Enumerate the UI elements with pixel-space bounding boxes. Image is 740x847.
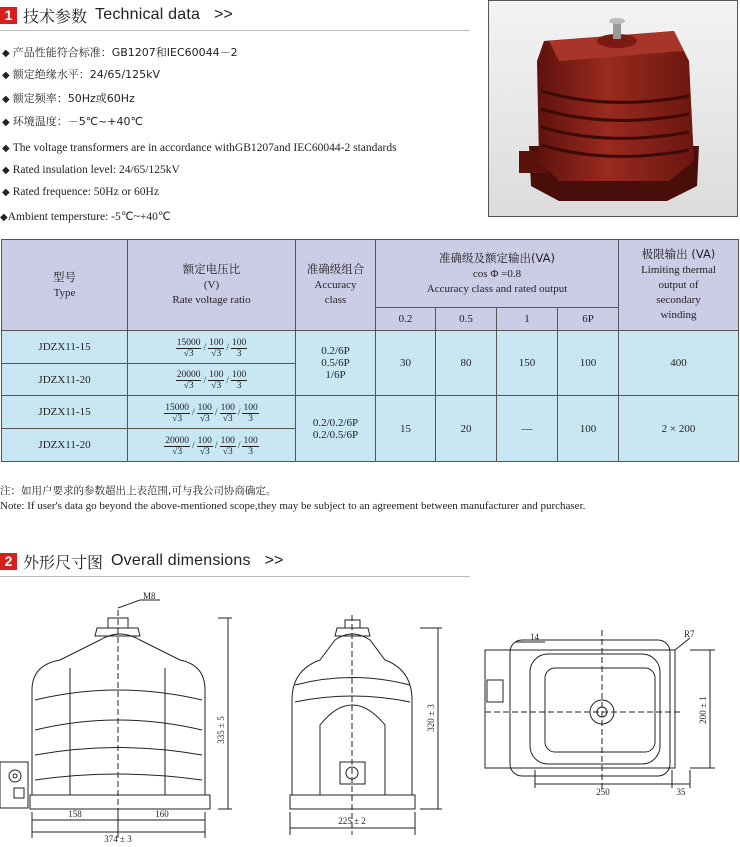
cell-ratio: 15000 √3 / 100 √3 / 100 3: [128, 331, 296, 364]
subheader-class: 0.2: [376, 308, 436, 331]
cell-accuracy-combination: 0.2/6P 0.5/6P 1/6P: [296, 331, 376, 396]
cell-value: 100: [558, 331, 619, 396]
section-divider: [0, 576, 470, 577]
subheader-class: 1: [497, 308, 558, 331]
spec-item: ◆ Rated frequence: 50Hz or 60Hz: [2, 186, 159, 198]
dim-top-height: 200 ± 1: [698, 696, 708, 724]
subheader-class: 0.5: [436, 308, 497, 331]
header-accuracy-output: 准确级及额定输出(VA) cos Φ =0.8 Accuracy class and rated output: [376, 240, 619, 308]
header-type: 型号 Type: [2, 240, 128, 331]
top-view-drawing: [485, 630, 715, 790]
spec-item: ◆ 额定频率：50Hz或60Hz: [2, 92, 135, 105]
bullet-icon: ◆: [2, 48, 10, 59]
section-header-overall-dimensions: [0, 550, 283, 572]
cell-ratio: 20000 √3 / 100 √3 / 100 √3 / 100 3: [128, 429, 296, 462]
bullet-icon: ◆: [2, 70, 10, 81]
bullet-icon: ◆: [2, 117, 10, 128]
cell-accuracy-combination: 0.2/0.2/6P 0.2/0.5/6P: [296, 396, 376, 462]
spec-item: ◆ 额定绝缘水平：24/65/125kV: [2, 68, 160, 81]
spec-item: ◆Ambient tempersture: -5℃~+40℃: [0, 211, 171, 223]
dimension-drawings: [0, 590, 740, 847]
side-view-drawing: [290, 615, 442, 835]
section-header-technical-data: [0, 4, 233, 26]
cell-ratio: 20000 √3 / 100 √3 / 100 3: [128, 364, 296, 396]
front-view-drawing: [0, 600, 232, 838]
bullet-icon: ◆: [0, 212, 8, 223]
spec-item: ◆ 产品性能符合标准：GB1207和IEC60044－2: [2, 46, 238, 59]
bullet-icon: ◆: [2, 187, 10, 198]
cell-value: —: [497, 396, 558, 462]
cell-ratio: 15000 √3 / 100 √3 / 100 √3 / 100 3: [128, 396, 296, 429]
spec-item: ◆ Rated insulation level: 24/65/125kV: [2, 164, 180, 176]
dim-front-width: 374 ± 3: [104, 834, 132, 844]
bullet-icon: ◆: [2, 165, 10, 176]
dim-side-width: 225 ± 2: [338, 816, 366, 826]
section-arrow: >>: [264, 552, 284, 569]
cell-value: 150: [497, 331, 558, 396]
section-number-badge: 1: [0, 7, 17, 24]
dim-front-w2: 160: [155, 809, 169, 819]
cell-type: JDZX11-15: [2, 396, 128, 429]
dim-top-width: 250: [596, 787, 610, 797]
header-accuracy-combination: 准确级组合 Accuracy class: [296, 240, 376, 331]
transformer-illustration: [489, 1, 737, 216]
bullet-icon: ◆: [2, 143, 10, 154]
dim-m8: M8: [143, 591, 156, 601]
cell-value: 100: [558, 396, 619, 462]
cell-limiting-output: 2 × 200: [619, 396, 739, 462]
spec-item: ◆ The voltage transformers are in accordance withGB1207and IEC60044-2 standards: [2, 142, 397, 154]
section-number-badge: 2: [0, 553, 17, 570]
cell-value: 15: [376, 396, 436, 462]
section-divider: [0, 30, 470, 31]
header-voltage-ratio: 额定电压比 (V) Rate voltage ratio: [128, 240, 296, 331]
spec-item: ◆ 环境温度：－5℃~+40℃: [2, 115, 143, 128]
bullet-icon: ◆: [2, 94, 10, 105]
dim-front-height: 335 ± 5: [216, 716, 226, 744]
dim-top-14: 14: [530, 632, 539, 642]
dim-side-height: 320 ± 3: [426, 704, 436, 732]
cell-limiting-output: 400: [619, 331, 739, 396]
technical-data-table: [1, 239, 739, 462]
section-title-en: Technical data: [95, 6, 201, 23]
cell-value: 30: [376, 331, 436, 396]
cell-value: 20: [436, 396, 497, 462]
cell-type: JDZX11-15: [2, 331, 128, 364]
header-limiting-output: 极限输出 (VA) Limiting thermal output of secondary winding: [619, 240, 739, 331]
section-arrow: >>: [214, 6, 233, 23]
cell-type: JDZX11-20: [2, 429, 128, 462]
dim-top-r7: R7: [684, 629, 695, 639]
section-title-en: Overall dimensions: [111, 552, 251, 569]
dim-top-35: 35: [676, 787, 686, 797]
product-photo: [488, 0, 738, 217]
cell-value: 80: [436, 331, 497, 396]
section-title-cn: 技术参数: [23, 6, 88, 26]
note-en: Note: If user's data go beyond the above-mentioned scope,they may be subject to an agreement between manufacturer and purchaser.: [0, 500, 586, 512]
subheader-class: 6P: [558, 308, 619, 331]
section-title-cn: 外形尺寸图: [23, 552, 104, 572]
note-cn: 注：如用户要求的参数超出上表范围,可与我公司协商确定。: [0, 485, 277, 497]
dim-front-w1: 158: [68, 809, 82, 819]
cell-type: JDZX11-20: [2, 364, 128, 396]
